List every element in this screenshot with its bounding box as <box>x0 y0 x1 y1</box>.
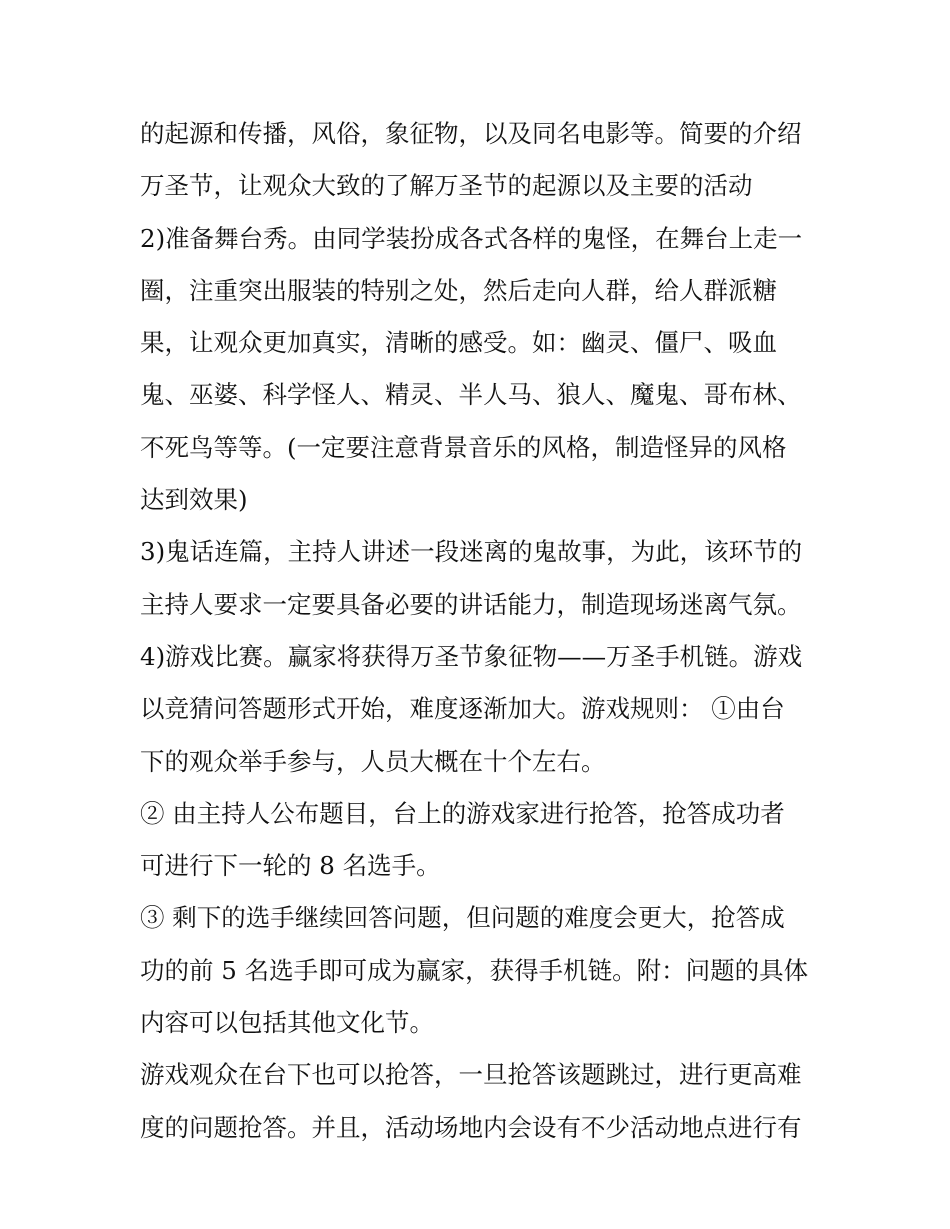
text-line: 3)鬼话连篇，主持人讲述一段迷离的鬼故事，为此，该环节的 <box>140 537 803 567</box>
text-line: 游戏观众在台下也可以抢答，一旦抢答该题跳过，进行更高难 <box>140 1060 802 1090</box>
text-line: 功的前 5 名选手即可成为赢家，获得手机链。附：问题的具体 <box>140 955 809 985</box>
text-line: 圈，注重突出服装的特别之处，然后走向人群，给人群派糖 <box>140 275 777 305</box>
text-line: 不死鸟等等。(一定要注意背景音乐的风格，制造怪异的风格 <box>140 432 787 462</box>
text-line: 达到效果) <box>140 485 248 515</box>
text-line: ② 由主持人公布题目，台上的游戏家进行抢答，抢答成功者 <box>140 798 785 828</box>
text-line: 鬼、巫婆、科学怪人、精灵、半人马、狼人、魔鬼、哥布林、 <box>140 380 802 410</box>
text-line: 度的问题抢答。并且，活动场地内会设有不少活动地点进行有 <box>140 1112 802 1142</box>
text-line: 可进行下一轮的 8 名选手。 <box>140 851 441 881</box>
text-line: 4)游戏比赛。赢家将获得万圣节象征物——万圣手机链。游戏 <box>140 641 803 671</box>
text-line: 万圣节，让观众大致的了解万圣节的起源以及主要的活动 <box>140 171 753 201</box>
text-line: 内容可以包括其他文化节。 <box>140 1008 434 1038</box>
text-line: 2)准备舞台秀。由同学装扮成各式各样的鬼怪，在舞台上走一 <box>140 223 803 253</box>
text-line: 的起源和传播，风俗，象征物，以及同名电影等。简要的介绍 <box>140 119 802 148</box>
text-line: 下的观众举手参与，人员大概在十个左右。 <box>140 746 606 776</box>
text-line: 主持人要求一定要具备必要的讲话能力，制造现场迷离气氛。 <box>140 589 802 619</box>
text-line: 以竞猜问答题形式开始，难度逐渐加大。游戏规则： ①由台 <box>140 694 785 724</box>
text-line: ③ 剩下的选手继续回答问题，但问题的难度会更大，抢答成 <box>140 903 785 933</box>
text-line: 果，让观众更加真实，清晰的感受。如：幽灵、僵尸、吸血 <box>140 328 777 358</box>
